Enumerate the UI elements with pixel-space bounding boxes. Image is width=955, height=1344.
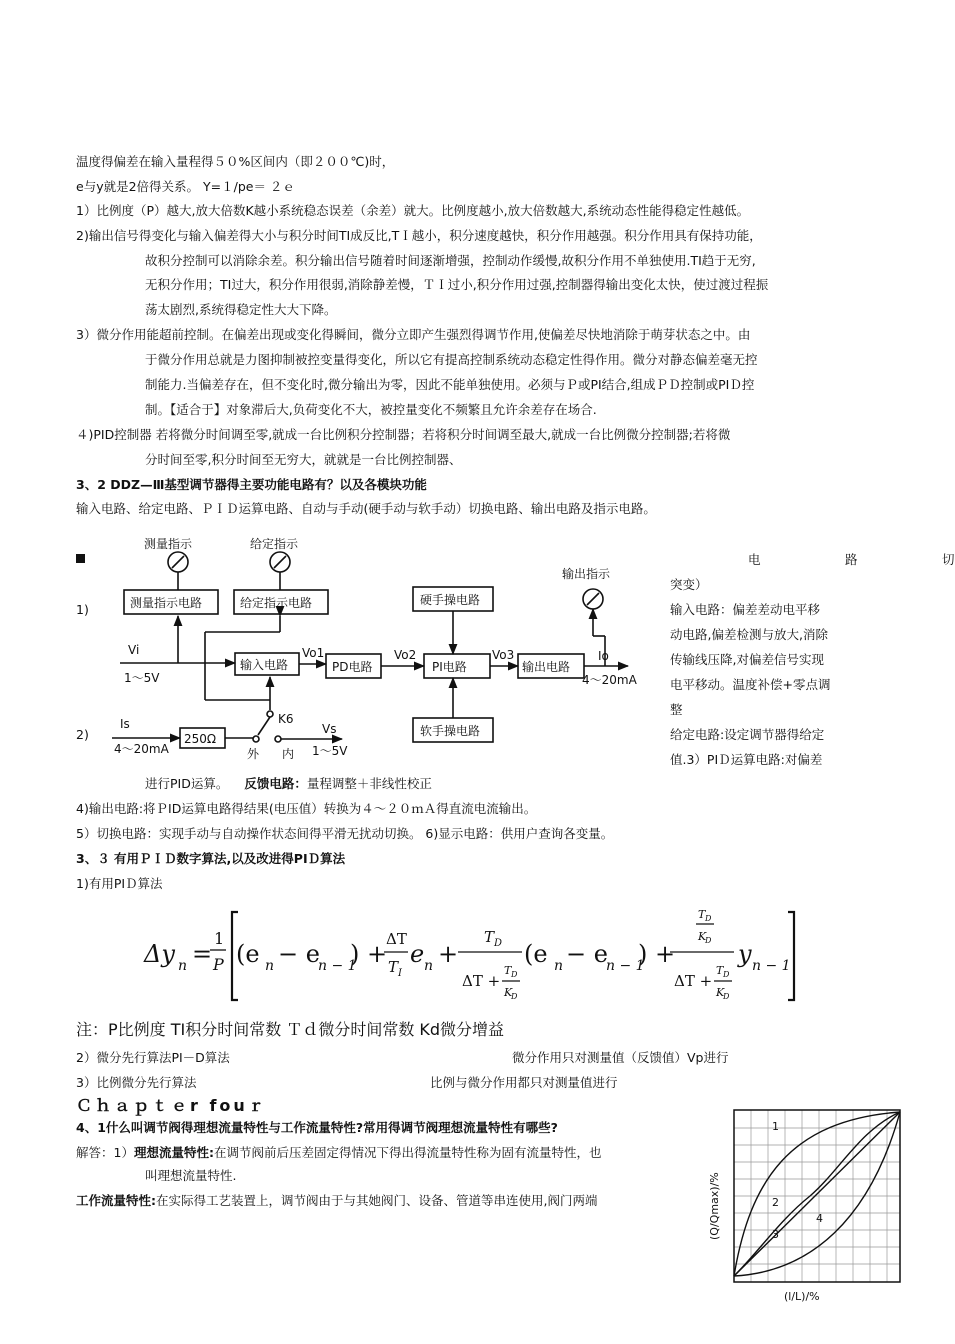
- svg-text:D: D: [494, 938, 503, 949]
- svg-text:K: K: [698, 930, 707, 943]
- text-line: 分时间至零,积分时间至无穷大，就就是一台比例控制器、: [145, 452, 462, 467]
- ext-label: 外: [247, 747, 260, 761]
- svg-text:I: I: [398, 968, 402, 979]
- text-line: 解答：1）理想流量特性:在调节阀前后压差固定得情况下得出得流量特性称为固有流量特性，也: [76, 1145, 602, 1160]
- svg-text:T: T: [484, 928, 495, 946]
- text-line: 2）微分先行算法PI－D算法: [76, 1050, 230, 1065]
- vs-range-label: 1～5V: [312, 744, 348, 758]
- svg-text:e: e: [410, 940, 425, 968]
- k6-label: K6: [278, 712, 294, 726]
- meas-ind-label: 测量指示: [144, 537, 193, 551]
- svg-text:n: n: [554, 958, 564, 974]
- text-line: 1）比例度（P）越大,放大倍数K越小系统稳态误差（余差）就大。比例度越小,放大倍数越大,系统动态性能得稳定性越低。: [76, 203, 750, 218]
- text-line: 微分作用只对测量值（反馈值）Vp进行: [512, 1050, 729, 1065]
- text-line: 传输线压降,对偏差信号实现: [670, 652, 824, 667]
- pi-circ-label: PI电路: [432, 660, 467, 674]
- svg-text:(e: (e: [236, 940, 260, 968]
- svg-text:T: T: [716, 964, 724, 977]
- svg-text:D: D: [511, 970, 518, 979]
- svg-text:− e: − e: [278, 940, 320, 968]
- svg-text:) +: ) +: [350, 940, 388, 968]
- bullet-square-icon: [76, 554, 85, 563]
- svg-text:D: D: [511, 992, 518, 1001]
- svg-text:T: T: [698, 908, 706, 921]
- svg-text:n − 1: n − 1: [752, 958, 791, 974]
- svg-text:D: D: [705, 914, 712, 923]
- text-line: 无积分作用；TI过大，积分作用很弱,消除静差慢，ＴＩ过小,积分作用过强,控制器得输出变化太快，使过渡过程振: [145, 277, 769, 292]
- text-line: 输入电路：偏差差动电平移: [670, 602, 821, 617]
- x-axis-label: (l/L)/%: [784, 1290, 820, 1303]
- text-line: 比例与微分作用都只对测量值进行: [430, 1075, 618, 1090]
- out-circ-label: 输出电路: [522, 660, 571, 674]
- text-word: 路: [845, 552, 858, 567]
- meas-circ-label: 测量指示电路: [130, 596, 203, 610]
- set-ind-label: 给定指示: [250, 537, 299, 551]
- svg-text:ΔT +: ΔT +: [674, 972, 713, 990]
- svg-text:1: 1: [214, 929, 225, 948]
- svg-text:n − 1: n − 1: [606, 958, 645, 974]
- text-line: 进行PID运算。 反馈电路：量程调整＋非线性校正: [145, 776, 432, 791]
- svg-text:Δy: Δy: [144, 940, 175, 968]
- svg-text:n: n: [178, 958, 188, 974]
- text-line: e与y就是2倍得关系。 Y=１/pe＝ ２ｅ: [76, 179, 295, 194]
- section-heading: 3、2 DDZ—Ⅲ基型调节器得主要功能电路有？以及各模块功能: [76, 477, 427, 492]
- text-line: 3）比例微分先行算法: [76, 1075, 197, 1090]
- vi-range-label: 1～5V: [124, 671, 160, 685]
- is-range-label: 4～20mA: [114, 742, 169, 756]
- curve-label-4: 4: [816, 1212, 823, 1225]
- svg-text:K: K: [504, 986, 513, 999]
- vo1-label: Vo1: [302, 646, 325, 660]
- svg-text:) +: ) +: [638, 940, 676, 968]
- text-line: 温度得偏差在输入量程得５０%区间内（即２００℃)时，: [76, 154, 395, 169]
- text-line: 5）切换电路：实现手动与自动操作状态间得平滑无扰动切换。 6)显示电路：供用户查询各变量。: [76, 826, 614, 841]
- text-line: 制能力.当偏差存在，但不变化时,微分输出为零，因此不能单独使用。必须与Ｐ或PI结合,组成ＰＤ控制或PIＤ控: [145, 377, 755, 392]
- int-label: 内: [282, 747, 295, 761]
- formula-note: 注：P比例度 TI积分时间常数 Ｔｄ微分时间常数 Kd微分增益: [76, 1020, 505, 1039]
- text-line: 给定电路:设定调节器得给定: [670, 727, 825, 742]
- svg-text:n: n: [265, 958, 275, 974]
- soft-manual-label: 软手操电路: [420, 724, 481, 738]
- svg-text:P: P: [213, 955, 224, 974]
- section-heading: 3、３ 有用ＰＩＤ数字算法,以及改进得PIＤ算法: [76, 851, 346, 866]
- svg-text:− e: − e: [566, 940, 608, 968]
- text-line: 整: [670, 702, 683, 717]
- chapter-title: Ｃｈａｐｔｅr fouｒ: [76, 1096, 267, 1115]
- vs-label: Vs: [322, 722, 337, 736]
- hard-manual-label: 硬手操电路: [420, 593, 481, 607]
- pid-formula: [140, 900, 810, 1010]
- text-line: 制。【适合于】对象滞后大,负荷变化不大，被控量变化不频繁且允许余差存在场合.: [145, 402, 597, 417]
- regulator-block-diagram: [100, 532, 660, 762]
- svg-text:(e: (e: [524, 940, 548, 968]
- svg-text:ΔT: ΔT: [386, 930, 407, 948]
- out-ind-label: 输出指示: [562, 567, 611, 581]
- svg-text:y: y: [738, 940, 752, 968]
- vi-label: Vi: [128, 643, 140, 657]
- is-label: Is: [120, 717, 130, 731]
- list-number: 2): [76, 727, 89, 742]
- text-line: 输入电路、给定电路、ＰＩＤ运算电路、自动与手动(硬手动与软手动）切换电路、输出电路及指示电路。: [76, 501, 656, 516]
- text-word: 电: [748, 552, 761, 567]
- text-line: 值.3）PIＤ运算电路:对偏差: [670, 752, 823, 767]
- text-line: 2)输出信号得变化与输入偏差得大小与积分时间TI成反比,TＩ越小，积分速度越快，积分作用越强。积分作用具有保持功能，: [76, 228, 762, 243]
- text-line: 1)有用PIＤ算法: [76, 876, 163, 891]
- list-number: 1): [76, 602, 89, 617]
- io-label: Io: [598, 649, 609, 663]
- set-circ-label: 给定指示电路: [240, 596, 313, 610]
- svg-text:T: T: [388, 958, 399, 976]
- svg-text:n − 1: n − 1: [318, 958, 357, 974]
- text-line: ４)PID控制器 若将微分时间调至零,就成一台比例积分控制器；若将积分时间调至最大,就成一台比例微分控制器;若将微: [76, 427, 731, 442]
- input-circ-label: 输入电路: [240, 658, 289, 672]
- text-line: 突变）: [670, 577, 708, 592]
- curve-label-2: 2: [772, 1196, 779, 1209]
- text-line: 故积分控制可以消除余差。积分输出信号随着时间逐渐增强，控制动作缓慢,故积分作用不单独使用.TI趋于无穷,: [145, 253, 756, 268]
- text-line: 荡太剧烈,系统得稳定性大大下降。: [145, 302, 337, 317]
- text-line: 动电路,偏差检测与放大,消除: [670, 627, 828, 642]
- text-line: 于微分作用总就是力图抑制被控变量得变化，所以它有提高控制系统动态稳定性得作用。微分对静态偏差毫无控: [145, 352, 758, 367]
- section-heading: 4、1什么叫调节阀得理想流量特性与工作流量特性?常用得调节阀理想流量特性有哪些?: [76, 1120, 558, 1135]
- text-line: 电平移动。温度补偿+零点调: [670, 677, 831, 692]
- text-word: 切: [942, 552, 955, 567]
- vo3-label: Vo3: [492, 648, 515, 662]
- svg-text:=: =: [192, 940, 213, 968]
- svg-text:ΔT +: ΔT +: [462, 972, 501, 990]
- svg-text:+: +: [438, 940, 459, 968]
- flow-characteristic-chart: [700, 1100, 910, 1305]
- resistor-label: 250Ω: [184, 732, 217, 746]
- svg-text:D: D: [705, 936, 712, 945]
- svg-text:T: T: [504, 964, 512, 977]
- curve-label-1: 1: [772, 1120, 779, 1133]
- svg-text:D: D: [723, 970, 730, 979]
- svg-text:D: D: [723, 992, 730, 1001]
- text-line: 工作流量特性:在实际得工艺装置上，调节阀由于与其她阀门、设备、管道等串连使用,阀门两端: [76, 1193, 598, 1208]
- svg-text:K: K: [716, 986, 725, 999]
- text-line: 叫理想流量特性.: [145, 1168, 237, 1183]
- y-axis-label: (Q/Qmax)/%: [708, 1172, 721, 1240]
- vo2-label: Vo2: [394, 648, 417, 662]
- text-line: 3）微分作用能超前控制。在偏差出现或变化得瞬间，微分立即产生强烈得调节作用,使偏差尽快地消除于萌芽状态之中。由: [76, 327, 751, 342]
- svg-text:n: n: [424, 958, 434, 974]
- io-range-label: 4～20mA: [582, 673, 637, 687]
- curve-label-3: 3: [772, 1228, 779, 1241]
- pd-circ-label: PD电路: [332, 660, 373, 674]
- text-line: 4)输出电路:将ＰID运算电路得结果(电压值）转换为４～２０ｍＡ得直流电流输出。: [76, 801, 537, 816]
